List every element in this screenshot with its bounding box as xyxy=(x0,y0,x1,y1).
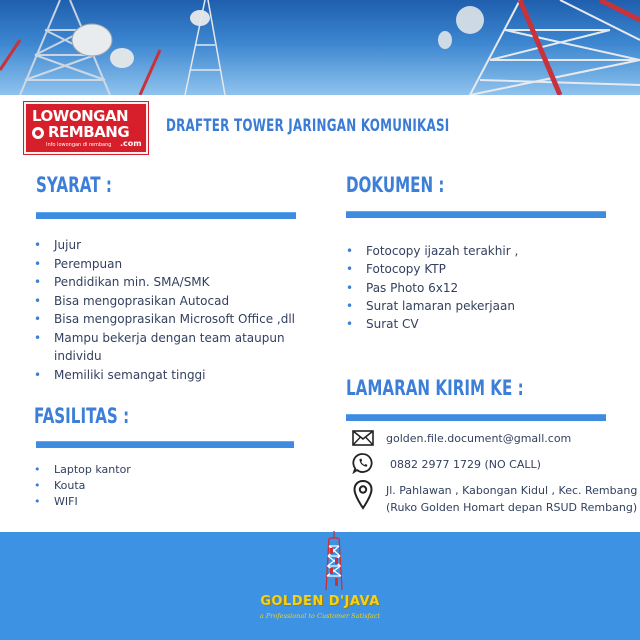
syarat-heading: SYARAT : xyxy=(36,173,112,197)
address-line1: Jl. Pahlawan , Kabongan Kidul , Kec. Rembang xyxy=(386,484,638,497)
list-item: • Fotocopy KTP xyxy=(346,260,616,278)
tower-logo-icon xyxy=(322,530,346,592)
list-item: • Bisa mengoprasikan Autocad xyxy=(34,292,304,311)
list-item: • Perempuan xyxy=(34,255,304,274)
syarat-list xyxy=(34,236,304,384)
dokumen-divider xyxy=(346,211,606,218)
tower-illustration xyxy=(0,0,640,95)
dokumen-heading: DOKUMEN : xyxy=(346,173,445,197)
lamaran-divider xyxy=(346,414,606,421)
list-item: • Surat CV xyxy=(346,315,616,333)
logo-line2 xyxy=(48,123,129,141)
whatsapp-icon xyxy=(352,452,374,474)
key-icon xyxy=(32,127,44,139)
footer-brand: GOLDEN D'JAVA xyxy=(260,594,380,609)
phone-number[interactable]: 0882 2977 1729 (NO CALL) xyxy=(390,458,541,471)
list-item: • Mampu bekerja dengan team ataupun individu xyxy=(34,329,304,366)
logo-line1: LOWONGAN xyxy=(32,107,129,125)
list-item: • Memiliki semangat tinggi xyxy=(34,366,304,385)
location-pin-icon xyxy=(353,480,373,510)
fasilitas-heading: FASILITAS : xyxy=(34,404,130,428)
logo-suffix: .com xyxy=(120,139,142,148)
list-item: • Pendidikan min. SMA/SMK xyxy=(34,273,304,292)
list-item: • Pas Photo 6x12 xyxy=(346,279,616,297)
header-banner-image xyxy=(0,0,640,95)
job-title: DRAFTER TOWER JARINGAN KOMUNIKASI xyxy=(166,116,450,136)
list-item: • WIFI xyxy=(34,494,284,510)
list-item: • Jujur xyxy=(34,236,304,255)
envelope-icon xyxy=(352,430,374,446)
fasilitas-list xyxy=(34,462,284,510)
email-address[interactable]: golden.file.document@gmall.com xyxy=(386,432,572,445)
syarat-divider xyxy=(36,212,296,219)
lowongan-rembang-logo xyxy=(24,102,148,154)
list-item: • Laptop kantor xyxy=(34,462,284,478)
list-item: • Bisa mengoprasikan Microsoft Office ,dll xyxy=(34,310,304,329)
list-item: • Surat lamaran pekerjaan xyxy=(346,297,616,315)
dokumen-list xyxy=(346,242,616,333)
fasilitas-divider xyxy=(36,441,294,448)
lamaran-heading: LAMARAN KIRIM KE : xyxy=(346,376,524,400)
list-item: • Fotocopy ijazah terakhir , xyxy=(346,242,616,260)
address-line2: (Ruko Golden Homart depan RSUD Rembang) xyxy=(386,501,638,514)
logo-line2-text: REMBANG xyxy=(48,123,130,141)
footer-tagline: a Professional to Customer Satisfact xyxy=(259,612,381,620)
list-item: • Kouta xyxy=(34,478,284,494)
footer-bar xyxy=(0,532,640,640)
logo-subtitle: Info lowongan di rembang xyxy=(46,142,112,148)
